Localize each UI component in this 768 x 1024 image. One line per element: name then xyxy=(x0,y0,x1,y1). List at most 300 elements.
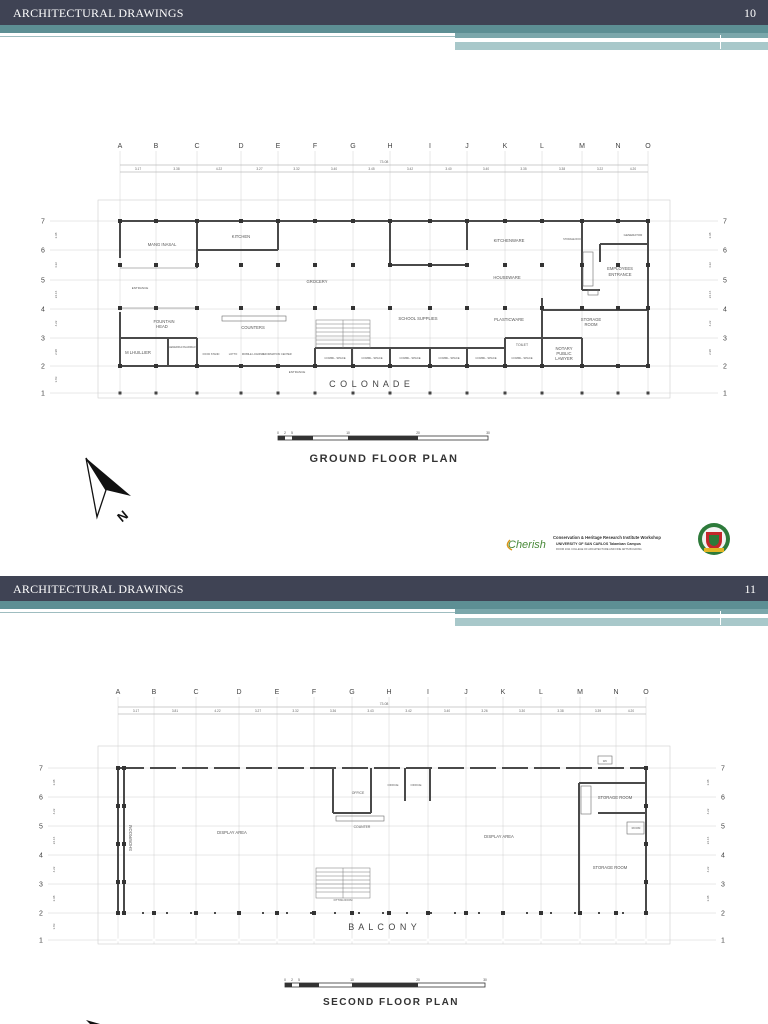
room-notary-2: PUBLIC xyxy=(556,351,572,356)
room-entrance-main: ENTRANCE xyxy=(288,370,306,374)
side-dim-left: 2.98 xyxy=(54,232,58,239)
room-labels xyxy=(125,233,643,374)
thin-partitions xyxy=(120,252,598,321)
column-marker xyxy=(116,911,120,915)
column-marker-bottom xyxy=(313,939,316,942)
column-marker xyxy=(194,911,198,915)
room-employees-entrance-2: ENTRANCE xyxy=(608,272,632,277)
room-small: ROOM xyxy=(631,826,641,830)
grid-row-label-left-5: 5 xyxy=(39,823,43,831)
room-grocery: GROCERY xyxy=(306,279,328,284)
grid-row-label-left-6: 6 xyxy=(41,247,45,255)
side-dim-right: 2.98 xyxy=(706,895,710,902)
column-marker xyxy=(154,306,158,310)
bay-dim: 3.40 xyxy=(482,167,490,171)
column-marker-bottom xyxy=(504,392,507,395)
column-marker-bottom xyxy=(119,392,122,395)
scale-bar xyxy=(277,431,490,440)
side-dimensions xyxy=(54,232,712,382)
grid-col-label-m: M xyxy=(577,689,583,696)
room-storage-small: STORAGE ROOM xyxy=(563,238,583,241)
column-marker xyxy=(580,263,584,267)
column-marker xyxy=(195,306,199,310)
grid-row-label-left-4: 4 xyxy=(41,306,45,314)
column-marker xyxy=(580,364,584,368)
side-dim-left: 3.83 xyxy=(52,923,56,930)
bay-dim: 4.22 xyxy=(215,167,223,171)
column-marker xyxy=(580,219,584,223)
column-marker-bottom xyxy=(155,392,158,395)
room-display-area-right: DISPLAY AREA xyxy=(484,834,514,839)
slide-second-floor xyxy=(0,576,768,1024)
grid-col-label-o: O xyxy=(643,689,649,696)
room-plasticware: PLASTICWARE xyxy=(494,317,524,322)
bay-dim: 3.40 xyxy=(445,167,452,171)
side-dim-right: 2.98 xyxy=(708,349,712,355)
colonade-label: C O L O N A D E xyxy=(329,379,411,389)
room-employees-entrance-1: EMPLOYEES xyxy=(607,266,633,271)
column-marker-bottom xyxy=(647,392,650,395)
scale-label: 0 xyxy=(284,978,286,982)
column-marker xyxy=(239,219,243,223)
stair xyxy=(316,320,370,348)
room-generika: GENERIKA PHARMACY xyxy=(168,346,198,349)
room-storage-1: STORAGE ROOM xyxy=(597,795,633,800)
column-marker xyxy=(239,263,243,267)
column-marker-bottom xyxy=(195,939,198,942)
column-marker xyxy=(195,364,199,368)
logo-line1: Conservation & Heritage Research Institute Workshop xyxy=(553,535,661,540)
grid-row-label-right-2: 2 xyxy=(723,363,727,371)
column-marker xyxy=(614,911,618,915)
column-marker-bottom xyxy=(277,392,280,395)
scale-label: 5 xyxy=(298,978,300,982)
grid-row-label-left-2: 2 xyxy=(41,363,45,371)
vertical-gridlines xyxy=(118,697,646,944)
room-counters: COUNTERS xyxy=(241,325,265,330)
column-marker-bottom xyxy=(502,939,505,942)
column-marker xyxy=(312,911,316,915)
column-marker xyxy=(387,911,391,915)
balcony-label: B A L C O N Y xyxy=(348,922,418,932)
column-marker xyxy=(644,911,648,915)
room-display-area-left: DISPLAY AREA xyxy=(217,830,247,835)
scale-label: 0 xyxy=(277,431,279,435)
grid-row-label-right-3: 3 xyxy=(723,335,727,343)
room-comml-space-4: COMML. SPACE xyxy=(438,356,460,360)
grid-row-label-left-3: 3 xyxy=(41,335,45,343)
column-marker xyxy=(503,219,507,223)
room-office-1: OFFICE xyxy=(351,791,365,795)
column-marker-bottom xyxy=(465,939,468,942)
room-comml-space-6: COMML. SPACE xyxy=(511,356,533,360)
grid-col-label-n: N xyxy=(613,689,619,696)
column-marker xyxy=(580,306,584,310)
slab-outline xyxy=(98,746,670,944)
bay-dim: 3.22 xyxy=(596,167,604,171)
room-housewares: HOUSEWARE xyxy=(493,275,521,280)
room-kitchenware: KITCHENWARE xyxy=(493,238,525,243)
bay-dim: 3.17 xyxy=(134,167,142,171)
column-marker-bottom xyxy=(196,392,199,395)
scale-label: 30 xyxy=(486,431,490,435)
grid-col-label-l: L xyxy=(540,143,544,150)
overall-dimension: 73.08 xyxy=(379,160,389,164)
column-marker xyxy=(195,263,199,267)
column-marker-bottom xyxy=(615,939,618,942)
column-marker xyxy=(644,766,648,770)
grid-col-label-e: E xyxy=(274,689,280,696)
column-marker xyxy=(501,911,505,915)
room-counter: COUNTER xyxy=(353,825,371,829)
north-arrow-partial xyxy=(86,1020,100,1024)
column-marker xyxy=(351,263,355,267)
bay-dim: 3.36 xyxy=(329,709,337,713)
walls xyxy=(120,221,648,366)
scale-label: 5 xyxy=(291,431,293,435)
grid-row-label-left-4: 4 xyxy=(39,852,43,860)
grid-row-label-right-4: 4 xyxy=(721,852,725,860)
room-office-3: OFFICE xyxy=(410,783,422,787)
room-notary-3: LAWYER xyxy=(555,356,573,361)
grid-col-label-d: D xyxy=(236,689,242,696)
grid-col-label-d: D xyxy=(238,143,244,150)
room-comml-space-5: COMML. SPACE xyxy=(475,356,497,360)
column-marker xyxy=(313,263,317,267)
walls xyxy=(118,768,646,913)
bay-dim: 3.40 xyxy=(443,709,451,713)
column-marker xyxy=(540,219,544,223)
column-marker xyxy=(644,804,648,808)
column-marker xyxy=(154,364,158,368)
column-marker-bottom xyxy=(314,392,317,395)
slide-title: ARCHITECTURAL DRAWINGS xyxy=(13,6,184,20)
column-marker xyxy=(122,842,126,846)
column-marker xyxy=(465,263,469,267)
grid-col-label-b: B xyxy=(151,689,157,696)
grid-row-label-left-5: 5 xyxy=(41,277,45,285)
column-marker-bottom xyxy=(617,392,620,395)
bay-dim: 3.43 xyxy=(367,709,374,713)
column-marker xyxy=(388,219,392,223)
side-dim-left: 24.16 xyxy=(52,836,56,845)
column-grid-labels xyxy=(116,689,650,696)
side-dim-right: 24.16 xyxy=(706,836,710,845)
column-marker-bottom xyxy=(579,939,582,942)
grid-row-label-right-2: 2 xyxy=(721,910,725,918)
column-marker xyxy=(122,804,126,808)
column-marker xyxy=(503,364,507,368)
bay-dim: 3.27 xyxy=(256,167,263,171)
bay-dim: 3.40 xyxy=(330,167,338,171)
plan-title: GROUND FLOOR PLAN xyxy=(309,453,459,465)
column-marker xyxy=(503,263,507,267)
column-marker xyxy=(116,880,120,884)
room-comml-space-3: COMML. SPACE xyxy=(399,356,421,360)
grid-row-label-right-5: 5 xyxy=(721,823,725,831)
column-marker xyxy=(616,219,620,223)
grid-col-label-i: I xyxy=(429,143,431,150)
grid-col-label-g: G xyxy=(350,143,356,150)
column-marker-bottom xyxy=(466,392,469,395)
side-dim-left: 4.22 xyxy=(54,320,58,327)
column-marker xyxy=(646,263,650,267)
column-marker-bottom xyxy=(238,939,241,942)
grid-row-label-right-7: 7 xyxy=(723,218,727,226)
column-marker xyxy=(646,364,650,368)
scale-bar xyxy=(284,978,487,987)
side-dim-right: 4.22 xyxy=(708,262,712,268)
grid-col-label-k: K xyxy=(502,143,508,150)
grid-row-label-left-7: 7 xyxy=(41,218,45,226)
bay-dim: 3.38 xyxy=(558,167,566,171)
room-comml-space-1: COMML. SPACE xyxy=(324,356,346,360)
side-dim-right: 4.22 xyxy=(708,320,712,327)
grid-col-label-a: A xyxy=(117,143,123,150)
side-dim-left: 2.98 xyxy=(52,779,56,786)
north-arrow xyxy=(86,458,131,525)
column-marker xyxy=(540,263,544,267)
grid-row-label-right-6: 6 xyxy=(721,794,725,802)
column-marker xyxy=(116,766,120,770)
column-marker xyxy=(388,364,392,368)
column-marker xyxy=(276,219,280,223)
column-marker-bottom xyxy=(276,939,279,942)
column-marker xyxy=(465,364,469,368)
bay-dimensions xyxy=(135,167,636,171)
room-info-center: INFORMATION CENTER xyxy=(262,353,292,356)
room-mobile-load: MOBILE LOADING xyxy=(241,353,265,356)
bay-dim: 3.81 xyxy=(171,709,179,713)
room-showroom: SHOWROOM xyxy=(128,824,133,852)
grid-col-label-a: A xyxy=(115,689,121,696)
column-marker xyxy=(118,364,122,368)
stair xyxy=(316,868,370,898)
column-marker xyxy=(313,364,317,368)
grid-col-label-i: I xyxy=(427,689,429,696)
column-marker xyxy=(116,842,120,846)
bay-dim: 3.35 xyxy=(520,167,527,171)
bay-dim: 3.32 xyxy=(292,709,299,713)
side-dim-left: 4.22 xyxy=(54,262,58,268)
side-dim-left: 4.22 xyxy=(52,866,56,873)
grid-col-label-b: B xyxy=(153,143,159,150)
column-marker xyxy=(428,219,432,223)
column-marker-bottom xyxy=(388,939,391,942)
bay-dim: 4.22 xyxy=(214,709,221,713)
scale-label: 20 xyxy=(416,431,420,435)
column-marker xyxy=(388,306,392,310)
side-dim-right: 2.98 xyxy=(708,232,712,239)
side-dim-left: 4.22 xyxy=(52,808,56,815)
room-storage-room-1: STORAGE xyxy=(580,317,602,322)
second-floor-plan xyxy=(0,576,768,1024)
plan-title: SECOND FLOOR PLAN xyxy=(322,997,460,1008)
grid-col-label-k: K xyxy=(500,689,506,696)
column-marker xyxy=(122,911,126,915)
bay-dim: 3.17 xyxy=(132,709,140,713)
column-marker xyxy=(195,219,199,223)
grid-row-label-right-5: 5 xyxy=(723,277,727,285)
grid-row-label-right-1: 1 xyxy=(723,390,727,398)
logo-line2: UNIVERSITY OF SAN CARLOS Talamban Campus xyxy=(556,542,641,546)
north-label: N xyxy=(114,507,131,525)
slab-outline xyxy=(98,200,670,398)
room-storage-2: STORAGE ROOM xyxy=(592,865,628,870)
column-marker-bottom xyxy=(117,939,120,942)
column-marker xyxy=(465,306,469,310)
column-marker xyxy=(313,306,317,310)
column-marker xyxy=(644,842,648,846)
side-dim-left: 3.83 xyxy=(54,376,58,383)
bay-dim: 3.32 xyxy=(293,167,300,171)
bay-dim: 4.20 xyxy=(629,167,637,171)
column-marker-bottom xyxy=(352,392,355,395)
column-grid-labels xyxy=(118,143,652,150)
grid-row-label-right-6: 6 xyxy=(723,247,727,255)
cherish-logo xyxy=(507,535,661,551)
grid-row-label-left-2: 2 xyxy=(39,910,43,918)
column-marker xyxy=(276,263,280,267)
scale-label: 20 xyxy=(416,978,420,982)
column-marker xyxy=(350,911,354,915)
side-dim-right: 4.22 xyxy=(706,808,710,815)
column-marker xyxy=(540,364,544,368)
column-marker xyxy=(116,804,120,808)
column-marker-bottom xyxy=(541,392,544,395)
grid-row-label-left-1: 1 xyxy=(39,937,43,945)
grid-col-label-g: G xyxy=(349,689,355,696)
page-number: 11 xyxy=(744,582,756,596)
logo-line3: ROOM 1011 COLLEGE OF ARCHITECTURE AND FINE ARTS BUILDING xyxy=(556,548,642,551)
bay-dim: 3.38 xyxy=(557,709,564,713)
scale-label: 10 xyxy=(346,431,350,435)
column-marker xyxy=(388,263,392,267)
column-marker xyxy=(122,880,126,884)
column-marker-bottom xyxy=(581,392,584,395)
side-dim-left: 24.16 xyxy=(54,290,58,299)
column-marker-bottom xyxy=(427,939,430,942)
column-marker xyxy=(351,364,355,368)
column-marker xyxy=(616,364,620,368)
column-marker xyxy=(239,364,243,368)
column-marker xyxy=(275,911,279,915)
room-fountain-head-1: FOUNTAIN xyxy=(153,319,175,324)
column-marker-bottom xyxy=(540,939,543,942)
grid-row-label-left-1: 1 xyxy=(41,390,45,398)
side-dim-right: 2.98 xyxy=(706,779,710,786)
grid-col-label-c: C xyxy=(194,143,200,150)
column-marker xyxy=(118,306,122,310)
room-entrance-side: ENTRANCE xyxy=(131,286,149,290)
grid-col-label-e: E xyxy=(275,143,281,150)
column-marker xyxy=(122,766,126,770)
room-lotto: LOTTO xyxy=(228,353,238,356)
grid-row-label-left-7: 7 xyxy=(39,765,43,773)
grid-col-label-c: C xyxy=(193,689,199,696)
room-m-lhuillier: M LHUILLIER xyxy=(125,350,151,355)
column-marker xyxy=(152,911,156,915)
column-marker xyxy=(616,306,620,310)
university-seal-icon xyxy=(698,523,730,555)
column-marker xyxy=(276,306,280,310)
side-dim-right: 24.16 xyxy=(708,290,712,299)
column-marker xyxy=(154,219,158,223)
logo-name: Cherish xyxy=(508,539,546,551)
grid-col-label-f: F xyxy=(311,689,317,696)
room-mang-inasal: MANG INASAL xyxy=(147,242,177,247)
column-marker xyxy=(118,263,122,267)
grid-col-label-m: M xyxy=(579,143,585,150)
side-dimensions xyxy=(52,779,710,929)
bay-dim: 3.38 xyxy=(173,167,180,171)
bay-dim: 3.30 xyxy=(518,709,526,713)
grid-col-label-j: J xyxy=(464,689,468,696)
column-marker xyxy=(276,364,280,368)
grid-row-label-right-4: 4 xyxy=(723,306,727,314)
column-marker xyxy=(540,306,544,310)
column-marker xyxy=(351,306,355,310)
column-marker-bottom xyxy=(240,392,243,395)
column-marker xyxy=(464,911,468,915)
column-marker xyxy=(644,880,648,884)
grid-row-label-right-1: 1 xyxy=(721,937,725,945)
grid-row-label-right-3: 3 xyxy=(721,881,725,889)
grid-col-label-o: O xyxy=(645,143,651,150)
grid-col-label-h: H xyxy=(387,143,393,150)
column-marker xyxy=(239,306,243,310)
bay-dim: 3.45 xyxy=(368,167,375,171)
column-marker-bottom xyxy=(645,939,648,942)
column-marker-bottom xyxy=(153,939,156,942)
column-marker xyxy=(465,219,469,223)
room-comml-space-2: COMML. SPACE xyxy=(361,356,383,360)
column-marker-bottom xyxy=(429,392,432,395)
column-marker xyxy=(118,219,122,223)
bay-dim: 3.42 xyxy=(405,709,412,713)
scale-label: 10 xyxy=(350,978,354,982)
scale-label: 2 xyxy=(284,431,286,435)
grid-col-label-f: F xyxy=(312,143,318,150)
page-number: 10 xyxy=(744,6,756,20)
column-marker xyxy=(428,364,432,368)
grid-row-label-left-3: 3 xyxy=(39,881,43,889)
column-marker xyxy=(646,306,650,310)
grid-col-label-j: J xyxy=(465,143,469,150)
column-marker xyxy=(578,911,582,915)
stair-label: FITTING ROOM xyxy=(333,899,353,902)
grid-col-label-n: N xyxy=(615,143,621,150)
bay-dim: 3.39 xyxy=(594,709,602,713)
overall-dimension: 73.08 xyxy=(379,702,389,706)
side-dim-left: 2.98 xyxy=(52,895,56,902)
room-labels xyxy=(128,759,641,902)
column-marker xyxy=(154,263,158,267)
scale-label: 2 xyxy=(291,978,293,982)
grid-row-label-left-6: 6 xyxy=(39,794,43,802)
column-marker xyxy=(313,219,317,223)
room-toilet: TOILET xyxy=(515,343,529,347)
scale-label: 30 xyxy=(483,978,487,982)
room-school-supplies: SCHOOL SUPPLIES xyxy=(398,316,438,321)
column-marker xyxy=(428,306,432,310)
side-dim-left: 2.98 xyxy=(54,349,58,355)
grid-row-label-right-7: 7 xyxy=(721,765,725,773)
room-food-stand: FOOD STAND xyxy=(202,353,220,356)
column-marker-bottom xyxy=(389,392,392,395)
room-fountain-head-2: HEAD xyxy=(156,324,168,329)
column-marker xyxy=(237,911,241,915)
